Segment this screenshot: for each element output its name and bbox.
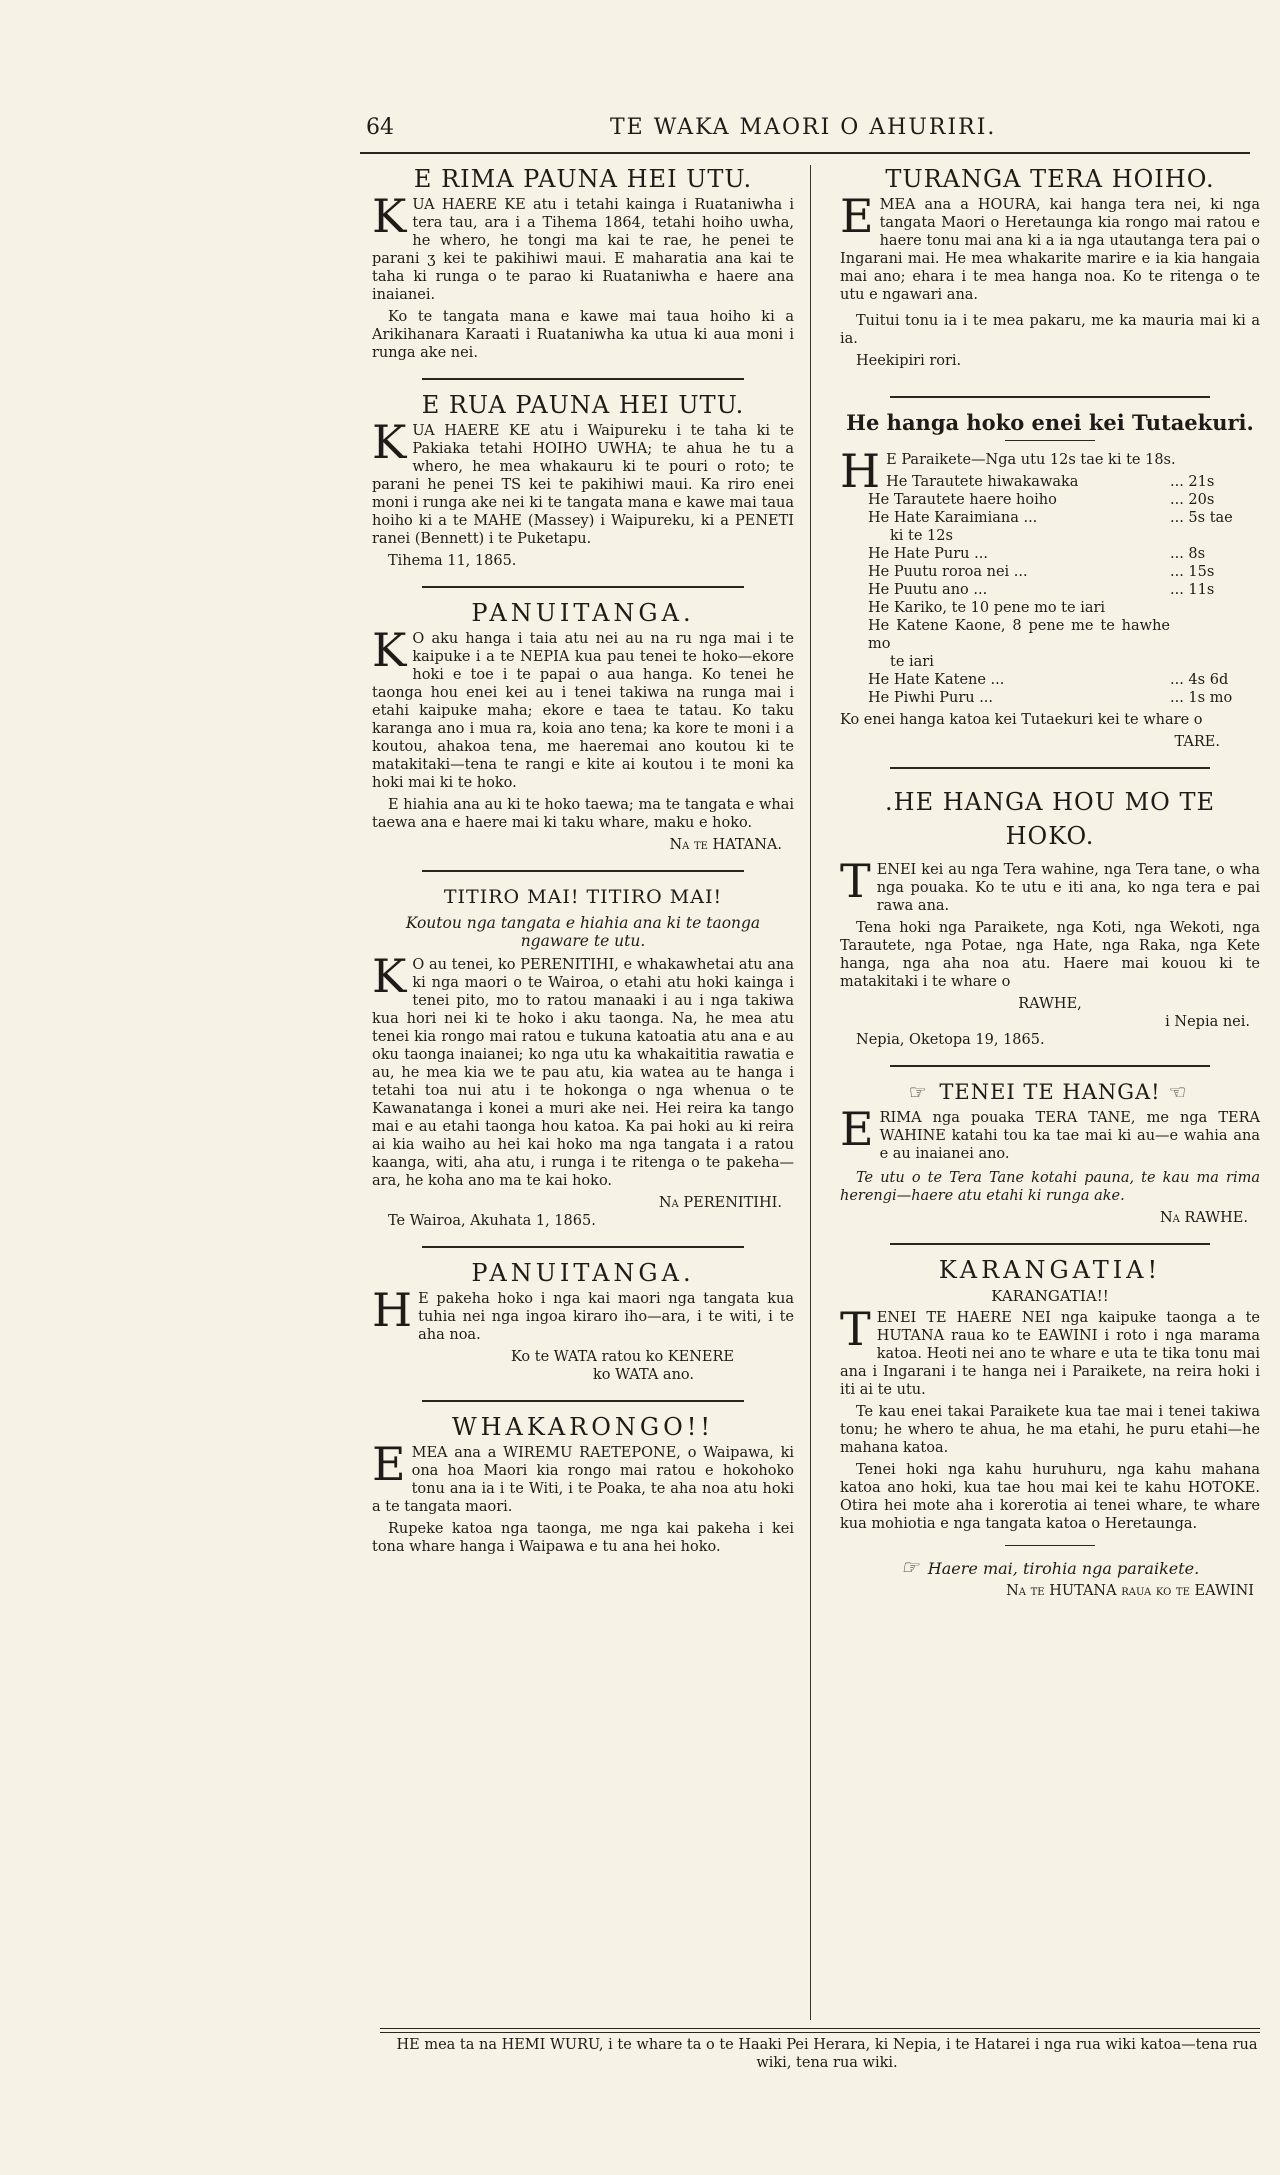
price-row: ki te 12s [890, 528, 953, 544]
ad-rua-pauna [372, 391, 794, 570]
price-row: He Puutu ano ... ... 11s [868, 582, 1215, 598]
price-row: te iari [890, 654, 934, 670]
ad-italic: Te utu o te Tera Tane kotahi pauna, te kau ma rima herengi—haere atu etahi ki runga ake. [840, 1170, 1260, 1204]
ad-body: O au tenei, ko PERENITIHI, e whakawhetai atu ana ki nga maori o te Wairoa, o etahi atu hoki kainga i tenei pito, mo to ratou manaaki i au i nga takiwa kua hori nei ki te hoko i aku taonga. Na, he mea atu tenei kia rongo mai ratou e tukuna katoatia atu ana e au oku taonga inaianei; ko nga utu ka whakaititia rawatia e au, he mea kia we te pau atu, kia watea au te hanga i tetahi toa nui atu i te hokonga o nga whenua o te Kawanatanga i konei a muri ake nei. Hei reira ka tango mai e au etahi taonga hou katoa. Ka pai hoki au ki reira ai kia waiho au hei kai hoko ma nga tangata i a ratou kaanga, witi, aha atu, i runga i te ritenga o te pakeha—ara, he koha ano ma te kai hoko. [372, 957, 794, 1189]
ad-hanga-hou [840, 785, 1260, 1049]
ad-tenei-te-hanga [840, 1080, 1260, 1227]
ad-signature: Na PERENITIHI. [658, 1195, 782, 1211]
ad-heading: TITIRO MAI! TITIRO MAI! [443, 886, 723, 908]
separator [890, 767, 1210, 769]
separator [422, 1400, 744, 1402]
drop-cap: T [840, 1302, 871, 1356]
ad-heading: WHAKARONGO!! [451, 1413, 715, 1441]
price-row: He Hate Katene ... ... 4s 6d [868, 672, 1229, 688]
header-rule [360, 152, 1250, 154]
ad-italic: Haere mai, tirohia nga paraikete. [927, 1559, 1200, 1578]
ad-date: Tihema 11, 1865. [388, 553, 517, 569]
price-row: He Hate Karaimiana ... ... 5s tae [868, 510, 1233, 526]
ad-panuitanga-hatana [372, 599, 794, 854]
ad-body: UA HAERE KE atu i tetahi kainga i Ruataniwha i tera tau, ara i a Tihema 1864, tetahi hoiho uwha, he whero, he tongi ma kai te rae, he penei te parani ʒ kei te pakihiwi maui. E maharatia ana kai te taha ki runga o te parao ki Ruataniwha e haere ana inaianei. [372, 197, 794, 303]
pointing-hand-icon: ☞ [900, 1555, 919, 1579]
drop-cap: T [840, 854, 871, 908]
ad-signature: Na te HUTANA raua ko te EAWINI [1006, 1583, 1254, 1599]
ad-heading: TURANGA TERA HOIHO. [885, 165, 1215, 193]
ad-body: MEA ana a HOURA, kai hanga tera nei, ki nga tangata Maori o Heretaunga kia rongo mai ratou e haere tonu mai ana ki a ia nga utautanga tera pai o Ingarani mai. He mea whakarite marire e ia kia hangaia mai ano; ehara i te mea hanga noa. Ko te ritenga o te utu e ngawari ana. [840, 197, 1260, 303]
drop-cap: E [840, 1102, 874, 1156]
ad-heading-row [840, 1080, 1260, 1104]
separator [890, 396, 1210, 398]
separator [890, 1065, 1210, 1067]
ad-subheading: KARANGATIA!! [991, 1287, 1109, 1305]
page-header [360, 115, 1250, 149]
ad-subtitle: Koutou nga tangata e hiahia ana ki te taonga ngaware te utu. [405, 914, 761, 950]
ad-body: E pakeha hoko i nga kai maori nga tangata kua tuhia nei nga ingoa kiraro iho—ara, i te witi, i te aha noa. [418, 1291, 794, 1343]
ad-karangatia [840, 1256, 1260, 1600]
column-rule [810, 165, 811, 2020]
drop-cap: K [372, 189, 407, 243]
ad-whakarongo [372, 1413, 794, 1556]
ad-heading: .HE HANGA HOU MO TE HOKO. [885, 788, 1215, 850]
ad-body-2: Te kau enei takai Paraikete kua tae mai i tenei takiwa tonu; he whero te ahua, he ma etahi, he puru etahi—he mahana katoa. [840, 1404, 1260, 1456]
pointing-hand-icon: ☞ [908, 1080, 928, 1104]
ad-titiro-mai [372, 888, 794, 1230]
page-number: 64 [366, 115, 394, 140]
short-rule [1005, 1545, 1095, 1546]
ad-body: O aku hanga i taia atu nei au na ru nga mai i te kaipuke i a te NEPIA kua pau tenei te hoko—ekore hoki e toe i te papai o aua hanga. Ko tenei he taonga hou enei kei au i tenei takiwa na runga mai i etahi kaipuke maha; ekore e taea te tatau. Ko taku karanga ano i mua ra, koia ano tena; ka kore te moni i a koutou, ahakoa tena, me haeremai ano koutou ki te matakitaki—tena te rangi e kite ai koutou i te moni ka hoki mai ki te hoko. [372, 631, 794, 791]
ad-panuitanga-wata [372, 1259, 794, 1384]
ad-signature: Na RAWHE. [1159, 1210, 1248, 1226]
ad-body-2: Rupeke katoa nga taonga, me nga kai pakeha i kei tona whare hanga i Waipawa e tu ana hei hoko. [372, 1521, 794, 1555]
ad-closing: Ko enei hanga katoa kei Tutaekuri kei te whare o [840, 712, 1203, 728]
separator [422, 870, 744, 872]
price-row: He Kariko, te 10 pene mo te iari [868, 600, 1106, 616]
price-row: He Tarautete haere hoiho ... 20s [868, 492, 1215, 508]
ad-body-2: Tena hoki nga Paraikete, nga Koti, nga Wekoti, nga Tarautete, nga Potae, nga Hate, nga Raka, nga Kete hanga, nga aha noa atu. Haere mai kouou ki te matakitaki i te whare o [840, 920, 1260, 990]
pointing-hand-left-icon: ☜ [1168, 1080, 1188, 1104]
ad-signature: RAWHE, [1018, 996, 1082, 1012]
ad-tutaekuri [840, 410, 1260, 751]
separator [422, 1246, 744, 1248]
ad-body: UA HAERE KE atu i Waipureku i te taha ki te Pakiaka tetahi HOIHO UWHA; te ahua he tu a whero, he mea whakauru ki te pouri o roto; te parani he penei TS kei te pakihiwi maui. Ka riro enei moni i runga ake nei ki te tangata mana e kawe mai taua hoiho ki a te MAHE (Massey) i Waipureku, ki a PENETI ranei (Bennett) i te Puketapu. [372, 423, 794, 547]
ad-signature-2: ko WATA ano. [592, 1367, 694, 1383]
price-row: He Katene Kaone, 8 pene me te hawhe mo [868, 618, 1170, 652]
price-row: He Piwhi Puru ... ... 1s mo [868, 690, 1233, 706]
drop-cap: E [372, 1437, 406, 1491]
ad-signature: TARE. [1174, 734, 1220, 750]
ad-heading: He hanga hoko enei kei Tutaekuri. [846, 410, 1254, 435]
separator [890, 1243, 1210, 1245]
ad-body: ENEI kei au nga Tera wahine, nga Tera tane, o wha nga pouaka. Ko te utu e iti ana, ko nga tera e pai rawa ana. [876, 862, 1260, 914]
drop-cap: H [840, 444, 881, 498]
ad-body-2: Ko te tangata mana e kawe mai taua hoiho ki a Arikihanara Karaati i Ruataniwha ka utua ki aua moni i runga ake nei. [372, 309, 794, 361]
price-row: He Puutu roroa nei ... ... 15s [868, 564, 1215, 580]
footer-rule-2 [380, 2032, 1260, 2033]
footer-rule [380, 2028, 1260, 2029]
ad-body-2: Tuitui tonu ia i te mea pakaru, me ka mauria mai ki a ia. [840, 313, 1260, 347]
drop-cap: K [372, 623, 407, 677]
ad-body-3: Tenei hoki nga kahu huruhuru, nga kahu mahana katoa ano hoki, kua tae hou mai kei te kahu HOTOKE. Otira hei mote aha i korerotia ai tenei whare, te whare kua mohiotia e nga tangata katoa o Heretaunga. [840, 1462, 1260, 1532]
price-row: He Tarautete hiwakawaka ... 21s [886, 474, 1215, 490]
ad-heading: E RIMA PAUNA HEI UTU. [413, 165, 753, 193]
price-row: He Hate Puru ... ... 8s [868, 546, 1206, 562]
ad-signature: Ko te WATA ratou ko KENERE [510, 1349, 734, 1365]
ad-body: MEA ana a WIREMU RAETEPONE, o Waipawa, ki ona hoa Maori kia rongo mai ratou e hokohoko tonu ana ia i te Witi, i te Poaka, te aha noa atu hoki a te tangata maori. [372, 1445, 794, 1515]
ad-date: Heekipiri rori. [856, 353, 962, 369]
ad-signature: Na te HATANA. [669, 837, 782, 853]
right-column [840, 165, 1260, 1600]
ad-heading: KARANGATIA! [938, 1256, 1162, 1284]
drop-cap: E [840, 189, 874, 243]
separator [422, 378, 744, 380]
short-rule [1005, 440, 1095, 441]
ad-heading: PANUITANGA. [471, 1259, 695, 1287]
drop-cap: K [372, 415, 407, 469]
ad-date: Nepia, Oketopa 19, 1865. [856, 1032, 1045, 1048]
ad-heading: E RUA PAUNA HEI UTU. [421, 391, 745, 419]
ad-date: Te Wairoa, Akuhata 1, 1865. [388, 1213, 596, 1229]
ad-turanga-tera [840, 165, 1260, 370]
ad-body: RIMA nga pouaka TERA TANE, me nga TERA WAHINE katahi tou ka tae mai ki au—e wahia ana e au inaianei ano. [879, 1110, 1260, 1162]
left-column [372, 165, 794, 1560]
ad-body-2: E hiahia ana au ki te hoko taewa; ma te tangata e whai taewa ana e haere mai ki taku whare, maku e hoko. [372, 797, 794, 831]
separator [422, 586, 744, 588]
ad-heading: TENEI TE HANGA! [939, 1080, 1161, 1104]
ad-heading: PANUITANGA. [471, 599, 695, 627]
drop-cap: H [372, 1283, 413, 1337]
price-list [868, 473, 1260, 707]
price-first-item: E Paraikete—Nga utu 12s tae ki te 18s. [886, 452, 1176, 468]
imprint-footer: HE mea ta na HEMI WURU, i te whare ta o te Haaki Pei Herara, ki Nepia, i te Hatarei i nga rua wiki katoa—tena rua wiki, tena rua wiki. [396, 2037, 1258, 2071]
newspaper-title: TE WAKA MAORI O AHURIRI. [610, 115, 997, 140]
ad-body: ENEI TE HAERE NEI nga kaipuke taonga a te HUTANA raua ko te EAWINI i roto i nga marama katoa. Heoti nei ano te whare e uta te tika tonu mai ana i Ingarani i te hanga nei i Paraikete, na reira hoki i iti ai te utu. [840, 1310, 1260, 1398]
ad-rima-pauna [372, 165, 794, 362]
ad-place: i Nepia nei. [1165, 1014, 1250, 1030]
drop-cap: K [372, 949, 407, 1003]
